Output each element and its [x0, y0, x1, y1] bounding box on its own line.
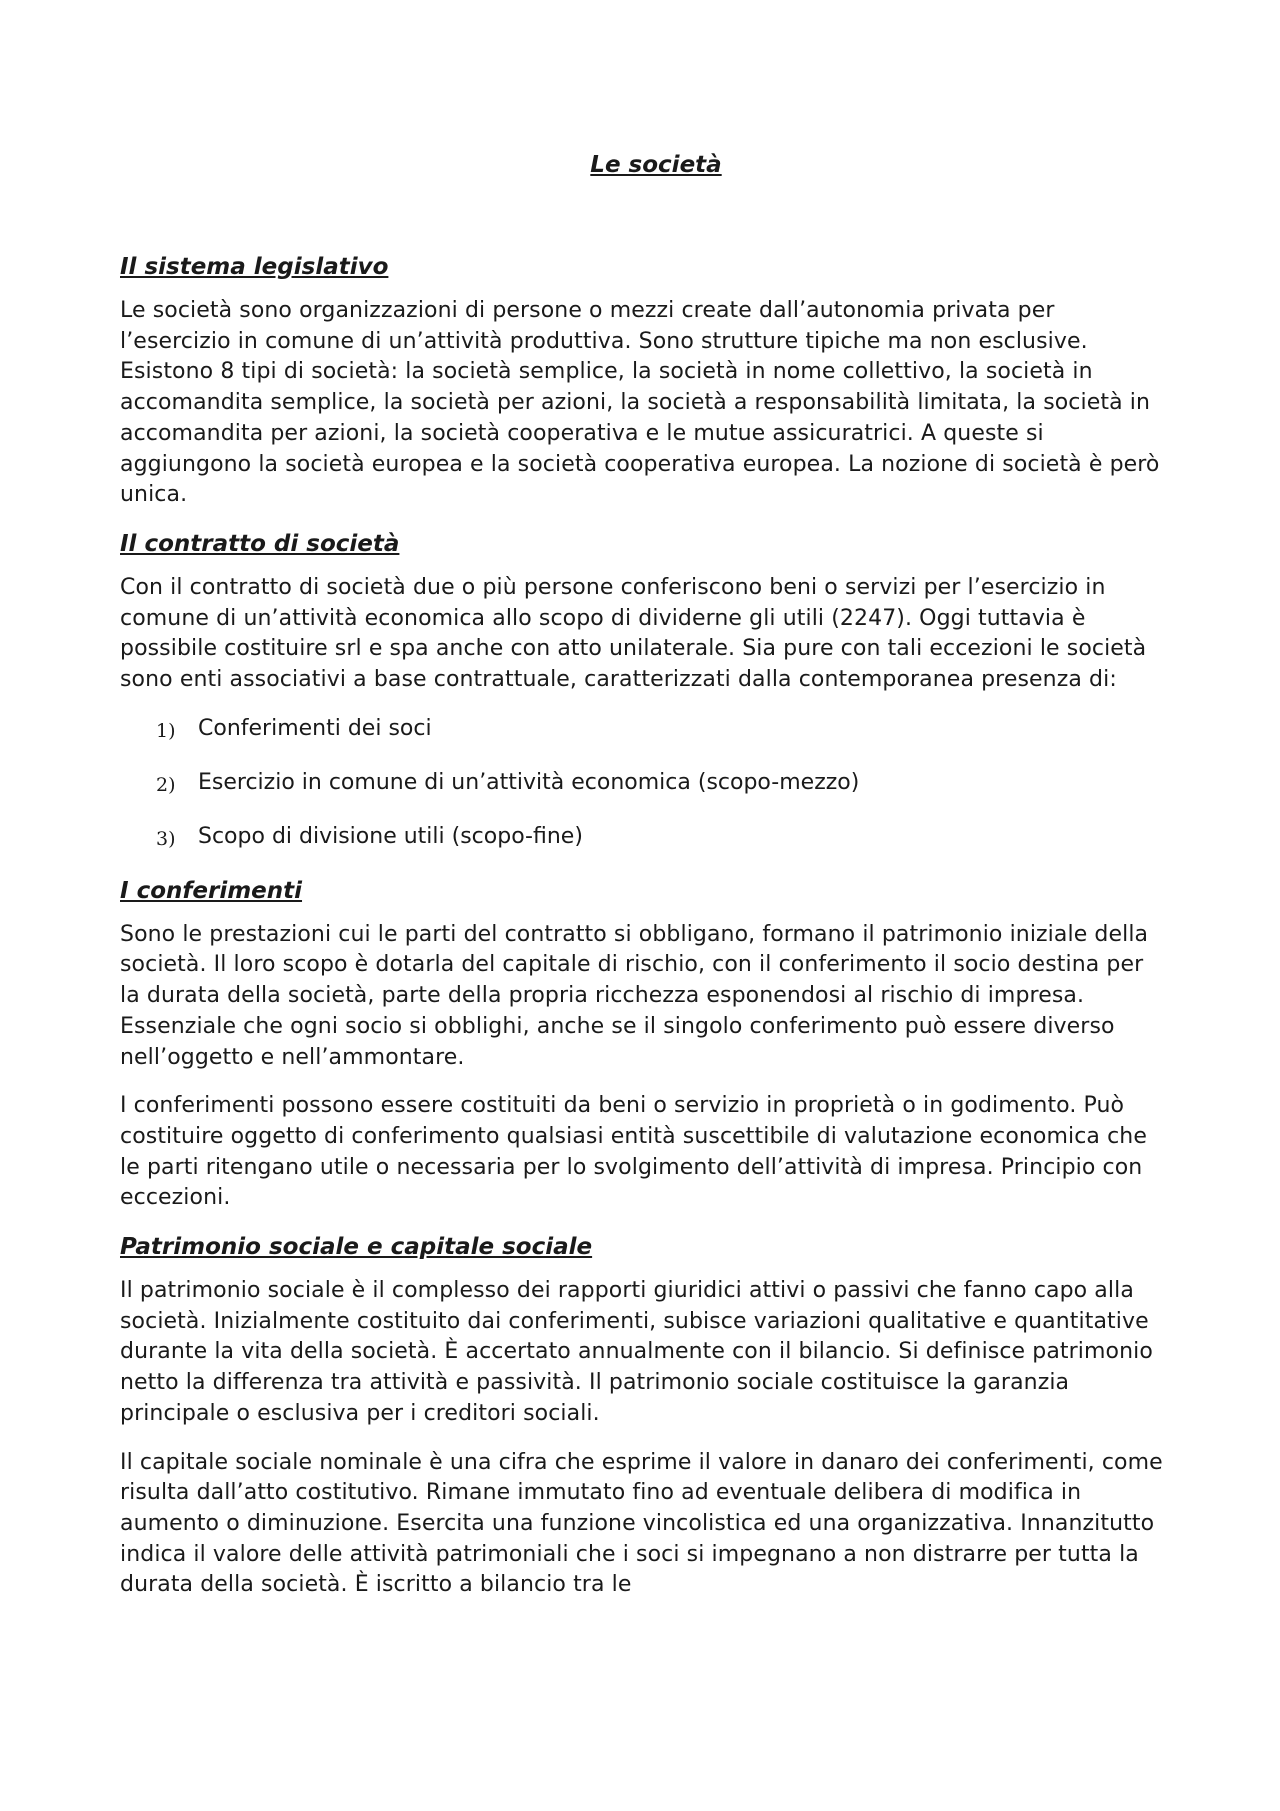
list-item-text: Conferimenti dei soci: [198, 715, 432, 741]
section-contratto-di-societa: [120, 529, 1170, 854]
paragraph: Il capitale sociale nominale è una cifra che esprime il valore in danaro dei conferimenti, come risulta dall’atto costitutivo. Rimane immutato fino ad eventuale delibera di modifica in aumento o diminuzione. Esercita una funzione vincolistica ed una organizzativa. Innanzitutto indica il valore delle attività patrimoniali che i soci si impegnano a non distrarre per tutta la durata della società. È iscritto a bilancio tra le: [120, 1449, 1163, 1598]
paragraph: I conferimenti possono essere costituiti da beni o servizio in proprietà o in godimento. Può costituire oggetto di conferimento qualsiasi entità suscettibile di valutazione economica che le parti ritengano utile o necessaria per lo svolgimento dell’attività di impresa. Principio con eccezioni.: [120, 1093, 1147, 1211]
list-number: 1): [156, 719, 176, 742]
section-conferimenti: [120, 876, 1170, 1214]
paragraph: Il patrimonio sociale è il complesso dei rapporti giuridici attivi o passivi che fanno capo alla società. Inizialmente costituito dai conferimenti, subisce variazioni qualitative e quantitative durante la vita della società. È accertato annualmente con il bilancio. Si definisce patrimonio netto la differenza tra attività e passività. Il patrimonio sociale costituisce la garanzia principale o esclusiva per i creditori sociali.: [120, 1278, 1153, 1426]
section-heading: Patrimonio sociale e capitale sociale: [120, 1234, 593, 1261]
list-item-text: Esercizio in comune di un’attività economica (scopo-mezzo): [198, 769, 860, 795]
section-patrimonio-capitale: [120, 1232, 1170, 1601]
list-item-text: Scopo di divisione utili (scopo-fine): [198, 823, 583, 849]
section-heading: Il sistema legislativo: [120, 254, 389, 280]
list-number: 3): [156, 827, 176, 850]
paragraph: Sono le prestazioni cui le parti del contratto si obbligano, formano il patrimonio iniziale della società. Il loro scopo è dotarla del capitale di rischio, con il conferimento il socio destina per la durata della società, parte della propria ricchezza esponendosi al rischio di impresa. Essenziale che ogni socio si obblighi, anche se il singolo conferimento può essere diverso nell’oggetto e nell’ammontare.: [120, 921, 1149, 1070]
list-number: 2): [156, 773, 176, 796]
paragraph: Con il contratto di società due o più persone conferiscono beni o servizi per l’esercizio in comune di un’attività economica allo scopo di dividerne gli utili (2247). Oggi tuttavia è possibile costituire srl e spa anche con atto unilaterale. Sia pure con tali eccezioni le società sono enti associativi a base contrattuale, caratterizzati dalla contemporanea presenza di:: [120, 574, 1147, 693]
section-heading: Il contratto di società: [120, 530, 400, 557]
list-item: [156, 822, 1170, 854]
section-heading: I conferimenti: [120, 877, 303, 904]
paragraph: Le società sono organizzazioni di persone o mezzi create dall’autonomia privata per l’esercizio in comune di un’attività produttiva. Sono strutture tipiche ma non esclusive. Esistono 8 tipi di società: la società semplice, la società in nome collettivo, la società in accomandita semplice, la società per azioni, la società a responsabilità limitata, la società in accomandita per azioni, la società cooperativa e le mutue assicuratrici. A queste si aggiungono la società europea e la società cooperativa europea. La nozione di società è però unica.: [120, 298, 1160, 508]
list-item: [156, 768, 1170, 800]
document-page: [120, 150, 1170, 1619]
numbered-list: [120, 714, 1170, 854]
document-title: Le società: [590, 152, 722, 178]
list-item: [156, 714, 1170, 746]
section-sistema-legislativo: [120, 252, 1170, 511]
